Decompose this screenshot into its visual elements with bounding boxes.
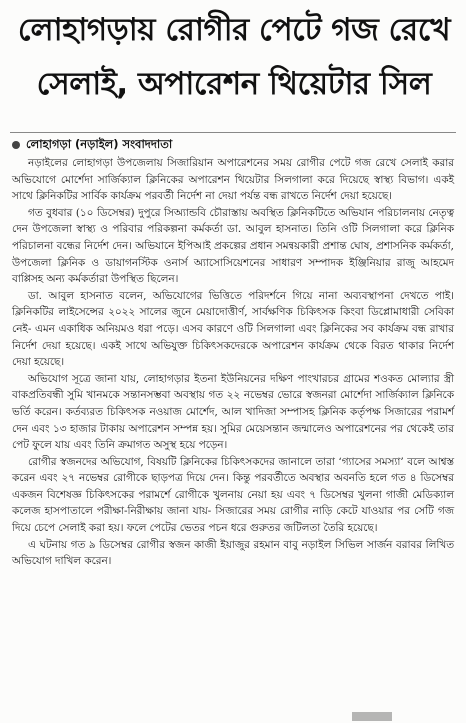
paragraph: নড়াইলের লোহাগড়া উপজেলায় সিজারিয়ান অপারেশনের সময় রোগীর পেটে গজ রেখে সেলাই করার অভিযোগে মোর্শেদা সার্জিক্যাল ক্লিনিকের অপারেশন থিয়েটার সিলগালা করে দিয়েছে স্বাস্থ্য বিভাগ। একই সাথে ক্লিনিকটির সার্বিক কার্যক্রম পরবর্তী নির্দেশ না দেয়া পর্যন্ত বন্ধ রাখতে নির্দেশ দেয়া হয়েছে।: [12, 157, 454, 203]
divider: [10, 132, 456, 133]
byline: [12, 136, 452, 152]
paragraph: ডা. আবুল হাসনাত বলেন, অভিযোগের ভিত্তিতে পরিদর্শনে গিয়ে নানা অব্যবস্থাপনা দেখতে পাই। ক্লিনিকটির লাইসেন্সের ২০২২ সালের জুনে মেয়াদোত্তীর্ণ, সার্বক্ষণিক চিকিৎসক কিংবা ডিপ্লোমাধারী সেবিকা নেই- এমন একাধিক অনিয়মও ধরা পড়ে। এসব কারণে ওটি সিলগালা এবং ক্লিনিকের সব কার্যক্রম বন্ধ রাখার নির্দেশ দেয়া হয়েছে। একই সাথে অভিযুক্ত চিকিৎসকদেরকে অপারেশন কার্যক্রম থেকে বিরত থাকার নির্দেশ দেয়া হয়েছে।: [12, 289, 454, 369]
paragraph: গত বুধবার (১০ ডিসেম্বর) দুপুরে সিঅ্যান্ডবি চৌরাস্তায় অবস্থিত ক্লিনিকটিতে অভিযান পরিচালনায় নেতৃত্ব দেন উপজেলা স্বাস্থ্য ও পরিবার পরিকল্পনা কর্মকর্তা ডা. আবুল হাসনাত। তিনি ওটি সিলগালা করে ক্লিনিক পরিচালনা বন্ধের নির্দেশ দেন। অভিযানে ইপিআই প্রকল্পের প্রধান সমন্বয়কারী প্রশান্ত ঘোষ, প্রশাসনিক কর্মকর্তা, উপজেলা ক্লিনিক ও ডায়াগনস্টিক ওনার্স অ্যাসোসিয়েশনের সাধারণ সম্পাদক ইঞ্জিনিয়ার রাজু আহমেদ বাপ্পিসহ অন্য কর্মকর্তারা উপস্থিত ছিলেন।: [12, 206, 454, 286]
headline-line-1: লোহাগড়ায় রোগীর পেটে গজ রেখে: [17, 12, 451, 48]
article-body: [12, 155, 454, 570]
paragraph: অভিযোগ সূত্রে জানা যায়, লোহাগড়ার ইতনা ইউনিয়নের দক্ষিণ পাংখারচর গ্রামের শওকত মোল্যার স্ত্রী বাকপ্রতিবন্ধী সুমি খানমকে সন্তানসম্ভবা অবস্থায় গত ২২ নভেম্বর ভোরে স্বজনরা মোর্শেদা সার্জিক্যাল ক্লিনিকে ভর্তি করেন। কর্তব্যরত চিকিৎসক নওয়াজ মোর্শেদ, আল খাদিজা সম্পাসহ ক্লিনিক কর্তৃপক্ষ সিজারের পরামর্শ দেন এবং ১৩ হাজার টাকায় অপারেশন সম্পন্ন হয়। সুমির মেয়েসন্তান জন্মালেও অপারেশনের পর থেকেই তার পেট ফুলে যায় এবং তিনি ক্রমাগত অসুস্থ হয়ে পড়েন।: [12, 372, 454, 452]
paragraph: রোগীর স্বজনদের অভিযোগ, বিষয়টি ক্লিনিকের চিকিৎসকদের জানালে তারা ‘গ্যাসের সমস্যা’ বলে আশ্বস্ত করেন এবং ২৭ নভেম্বর রোগীকে ছাড়পত্র দিয়ে দেন। কিন্তু পরবর্তীতে অবস্থার অবনতি হলে গত ৪ ডিসেম্বর একজন বিশেষজ্ঞ চিকিৎসকের পরামর্শে রোগীকে খুলনায় নেয়া হয় এবং ৭ ডিসেম্বর খুলনা গাজী মেডিক্যাল কলেজ হাসপাতালে পরীক্ষা-নিরীক্ষায় জানা যায়- সিজারের সময় রোগীর নাড়ি কেটে যাওয়ার পর সেটি গজ দিয়ে চেপে সেলাই করা হয়। ফলে পেটের ভেতর পচন ধরে গুরুতর জটিলতা তৈরি হয়েছে।: [12, 455, 454, 535]
scan-edge-mark: [352, 712, 392, 721]
paragraph: এ ঘটনায় গত ৯ ডিসেম্বর রোগীর স্বজন কাজী ইয়াজুর রহমান বাবু নড়াইল সিভিল সার্জন বরাবর লিখিত অভিযোগ দাখিল করেন।: [12, 538, 454, 568]
headline-line-2: সেলাই, অপারেশন থিয়েটার সিল: [36, 66, 432, 102]
byline-text: লোহাগড়া (নড়াইল) সংবাদদাতা: [26, 137, 173, 151]
bullet-icon: [12, 141, 20, 149]
